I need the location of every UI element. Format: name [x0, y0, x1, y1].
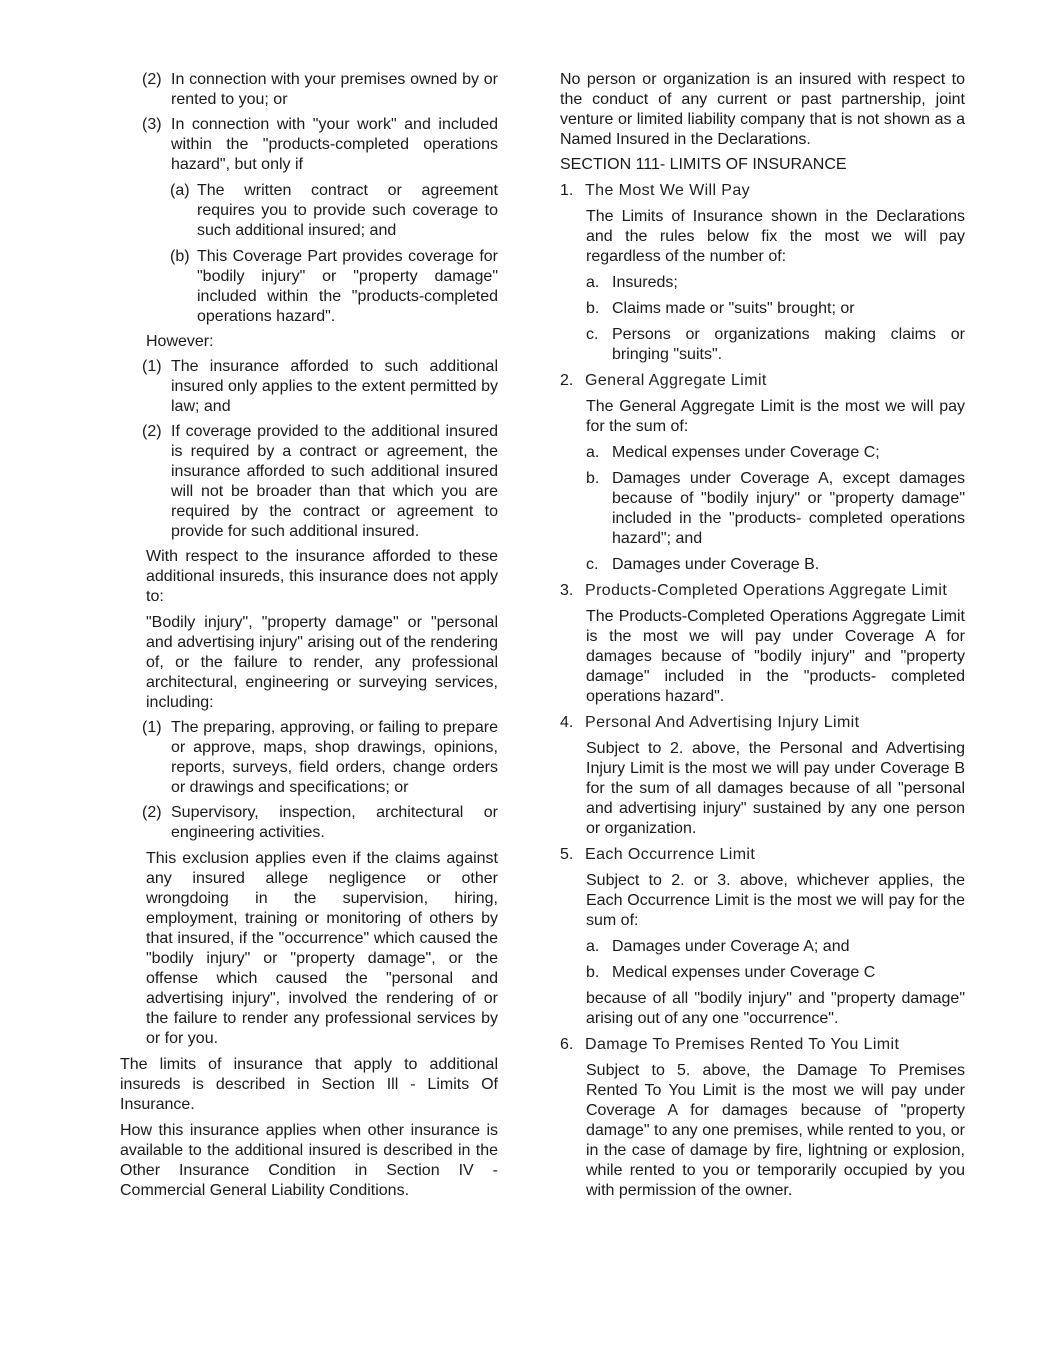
- section-number: 6.: [560, 1036, 574, 1053]
- list-item: [142, 718, 498, 798]
- list-item: [586, 273, 965, 293]
- section-heading-text: General Aggregate Limit: [585, 372, 767, 389]
- list-text: Supervisory, inspection, architectural or engineering activities.: [171, 804, 498, 841]
- list-number: b.: [586, 300, 600, 317]
- section-paragraph: because of all "bodily injury" and "property damage" arising out of any one "occurrence".: [586, 990, 965, 1027]
- section-number: 3.: [560, 582, 574, 599]
- list-text: If coverage provided to the additional insured is required by a contract or agreement, the insurance afforded to such additional insured will not be broader than that which you are required by the contract or agreement to provide for such additional insured.: [171, 423, 498, 540]
- list-text: Medical expenses under Coverage C: [612, 964, 876, 981]
- section-title: SECTION 111- LIMITS OF INSURANCE: [560, 156, 847, 173]
- section-paragraph: The Limits of Insurance shown in the Declarations and the rules below fix the most we will pay regardless of the number of:: [586, 208, 965, 265]
- left-column: [120, 70, 498, 1201]
- section-heading-text: Damage To Premises Rented To You Limit: [585, 1036, 900, 1053]
- list-number: a.: [586, 444, 600, 461]
- list-number: b.: [586, 964, 600, 981]
- exclusion-paragraph: This exclusion applies even if the claims against any insured allege negligence or other wrongdoing in the supervision, hiring, employment, training or monitoring of others by that insured, if the "occurrence" which caused the "bodily injury" or "property damage", or the offense which caused the "personal and advertising injury", involved the rendering of or the failure to render any professional services by or for you.: [146, 850, 498, 1047]
- list-item: [170, 247, 498, 327]
- however-label: However:: [146, 333, 214, 350]
- section-heading-text: Each Occurrence Limit: [585, 846, 756, 863]
- section-number: 1.: [560, 182, 574, 199]
- list-number: (2): [142, 71, 162, 88]
- section-heading: [560, 713, 965, 733]
- section-heading: [560, 181, 965, 201]
- list-number: a.: [586, 274, 600, 291]
- list-number: (2): [142, 423, 162, 440]
- list-number: a.: [586, 938, 600, 955]
- list-number: (3): [142, 116, 162, 133]
- section-paragraph: Subject to 2. or 3. above, whichever applies, the Each Occurrence Limit is the most we will pay for the sum of:: [586, 872, 965, 929]
- list-text: The insurance afforded to such additional insured only applies to the extent permitted by law; and: [171, 358, 498, 415]
- right-column: [560, 70, 965, 1201]
- list-text: Insureds;: [612, 274, 678, 291]
- section-paragraph: The General Aggregate Limit is the most we will pay for the sum of:: [586, 398, 965, 435]
- list-text: The written contract or agreement requires you to provide such coverage to such additional insured; and: [197, 182, 498, 239]
- list-text: In connection with "your work" and included within the "products-completed operations hazard", but only if: [171, 116, 498, 173]
- section-number: 4.: [560, 714, 574, 731]
- list-item: [586, 963, 965, 983]
- list-text: Damages under Coverage B.: [612, 556, 820, 573]
- list-number: (b): [170, 248, 190, 265]
- list-item: [586, 937, 965, 957]
- list-text: Medical expenses under Coverage C;: [612, 444, 880, 461]
- list-text: In connection with your premises owned by or rented to you; or: [171, 71, 498, 108]
- list-number: b.: [586, 470, 600, 487]
- section-heading: [560, 371, 965, 391]
- list-number: (1): [142, 358, 162, 375]
- list-item: [142, 70, 498, 110]
- list-item: [142, 357, 498, 417]
- list-item: [142, 803, 498, 843]
- list-number: (1): [142, 719, 162, 736]
- list-item: [586, 325, 965, 365]
- section-heading: [560, 581, 965, 601]
- list-text: Persons or organizations making claims or bringing "suits".: [612, 326, 965, 363]
- list-item: [142, 115, 498, 175]
- section-number: 5.: [560, 846, 574, 863]
- list-text: Damages under Coverage A; and: [612, 938, 850, 955]
- list-number: c.: [586, 326, 599, 343]
- list-number: (a): [170, 182, 190, 199]
- list-text: Damages under Coverage A, except damages because of "bodily injury" or "property damage" included in the "products- completed operations hazard"; and: [612, 470, 965, 547]
- with-respect-paragraph: With respect to the insurance afforded to these additional insureds, this insurance does not apply to:: [146, 548, 498, 605]
- list-text: The preparing, approving, or failing to prepare or approve, maps, shop drawings, opinions, reports, surveys, field orders, change orders or drawings and specifications; or: [171, 719, 498, 796]
- list-number: c.: [586, 556, 599, 573]
- other-insurance-paragraph: How this insurance applies when other insurance is available to the additional insured is described in the Other Insurance Condition in Section IV - Commercial General Liability Conditions.: [120, 1122, 498, 1199]
- list-item: [142, 422, 498, 542]
- section-paragraph: The Products-Completed Operations Aggregate Limit is the most we will pay under Coverage A for damages because of "bodily injury" and "property damage" included in the "products- completed operations hazard".: [586, 608, 965, 705]
- section-paragraph: Subject to 5. above, the Damage To Premises Rented To You Limit is the most we will pay under Coverage A for damages because of "property damage" to any one premises, while rented to you, or in the case of damage by fire, lightning or explosion, while rented to you or temporarily occupied by you with permission of the owner.: [586, 1062, 965, 1199]
- list-text: This Coverage Part provides coverage for "bodily injury" or "property damage" included within the "products-completed operations hazard".: [197, 248, 498, 325]
- exclusion-intro-paragraph: "Bodily injury", "property damage" or "personal and advertising injury" arising out of the rendering of, or the failure to render, any professional architectural, engineering or surveying services, including:: [146, 614, 498, 711]
- list-item: [586, 555, 965, 575]
- section-heading: [560, 845, 965, 865]
- intro-paragraph: No person or organization is an insured with respect to the conduct of any current or past partnership, joint venture or limited liability company that is not shown as a Named Insured in the Declarations.: [560, 71, 965, 148]
- section-paragraph: Subject to 2. above, the Personal and Advertising Injury Limit is the most we will pay under Coverage B for the sum of all damages because of all "personal and advertising injury" sustained by any one person or organization.: [586, 740, 965, 837]
- list-number: (2): [142, 804, 162, 821]
- section-heading-text: Products-Completed Operations Aggregate Limit: [585, 582, 948, 599]
- list-item: [170, 181, 498, 241]
- list-text: Claims made or "suits" brought; or: [612, 300, 855, 317]
- limits-paragraph: The limits of insurance that apply to additional insureds is described in Section Ill - Limits Of Insurance.: [120, 1056, 498, 1113]
- list-item: [586, 299, 965, 319]
- section-number: 2.: [560, 372, 574, 389]
- list-item: [586, 443, 965, 463]
- section-heading: [560, 1035, 965, 1055]
- section-heading-text: Personal And Advertising Injury Limit: [585, 714, 860, 731]
- section-heading-text: The Most We Will Pay: [585, 182, 751, 199]
- list-item: [586, 469, 965, 549]
